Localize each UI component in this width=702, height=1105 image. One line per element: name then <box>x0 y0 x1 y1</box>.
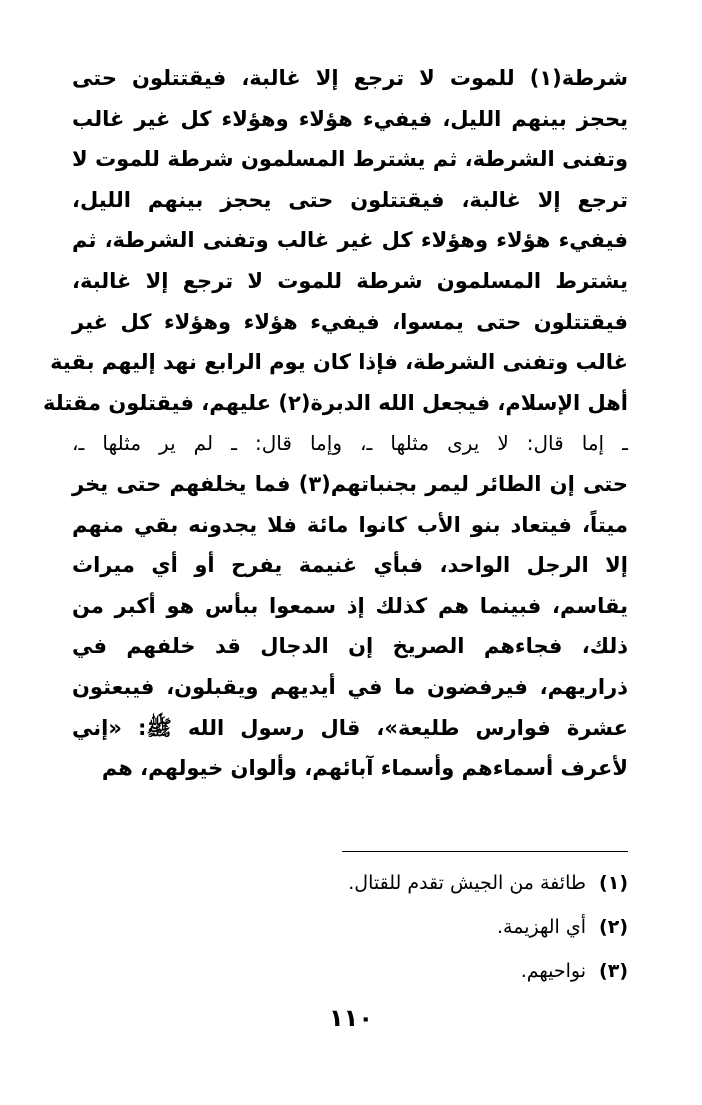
footnote <box>200 956 628 1000</box>
footnote-number: (٢) <box>599 916 628 938</box>
footnote-text: أي الهزيمة. <box>497 916 586 938</box>
footnote-separator <box>342 851 628 852</box>
text-line: يقاسم، فبينما هم كذلك إذ سمعوا ببأس هو أكبر من <box>72 593 628 618</box>
text-line: يحجز بينهم الليل، فيفيء هؤلاء وهؤلاء كل غير غالب <box>72 106 628 131</box>
footnote <box>200 868 628 912</box>
text-line: شرطة(١) للموت لا ترجع إلا غالبة، فيقتتلون حتى <box>72 66 628 90</box>
page-number: ١١٠ <box>329 1004 373 1032</box>
main-text <box>43 58 628 789</box>
text-line: أهل الإسلام، فيجعل الله الدبرة(٢) عليهم، فيقتلون مقتلة <box>43 390 628 415</box>
text-line: وتفنى الشرطة، ثم يشترط المسلمون شرطة للموت لا <box>72 147 628 172</box>
text-line: فيقتتلون حتى يمسوا، فيفيء هؤلاء وهؤلاء كل غير <box>72 309 628 334</box>
text-line: فيفيء هؤلاء وهؤلاء كل غير غالب وتفنى الشرطة، ثم <box>72 228 628 253</box>
text-line: عشرة فوارس طليعة»، قال رسول الله ﷺ: «إني <box>72 715 628 740</box>
footnote-text: نواحيهم. <box>520 960 586 982</box>
text-line: لأعرف أسماءهم وأسماء آبائهم، وألوان خيولهم، هم <box>101 756 628 781</box>
text-line: إلا الرجل الواحد، فبأي غنيمة يفرح أو أي ميراث <box>72 553 628 578</box>
text-line: ـ إما قال: لا يرى مثلها ـ، وإما قال: ـ لم ير مثلها ـ، <box>72 431 628 456</box>
text-line: ذلك، فجاءهم الصريخ إن الدجال قد خلفهم في <box>72 634 628 659</box>
footnote-number: (١) <box>599 872 628 894</box>
text-line: غالب وتفنى الشرطة، فإذا كان يوم الرابع نهد إليهم بقية <box>50 350 628 375</box>
text-line: ميتاً، فيتعاد بنو الأب كانوا مائة فلا يجدونه بقي منهم <box>72 512 628 537</box>
footnote-text: طائفة من الجيش تقدم للقتال. <box>348 872 586 894</box>
text-line: ترجع إلا غالبة، فيقتتلون حتى يحجز بينهم الليل، <box>72 187 628 212</box>
text-line: يشترط المسلمون شرطة للموت لا ترجع إلا غالبة، <box>72 268 628 293</box>
footnote-number: (٣) <box>599 960 628 982</box>
text-line: ذراريهم، فيرفضون ما في أيديهم ويقبلون، فيبعثون <box>72 674 628 699</box>
footnote <box>200 912 628 956</box>
text-line: حتى إن الطائر ليمر بجنباتهم(٣) فما يخلفهم حتى يخر <box>72 471 628 496</box>
footnotes <box>200 868 628 1000</box>
